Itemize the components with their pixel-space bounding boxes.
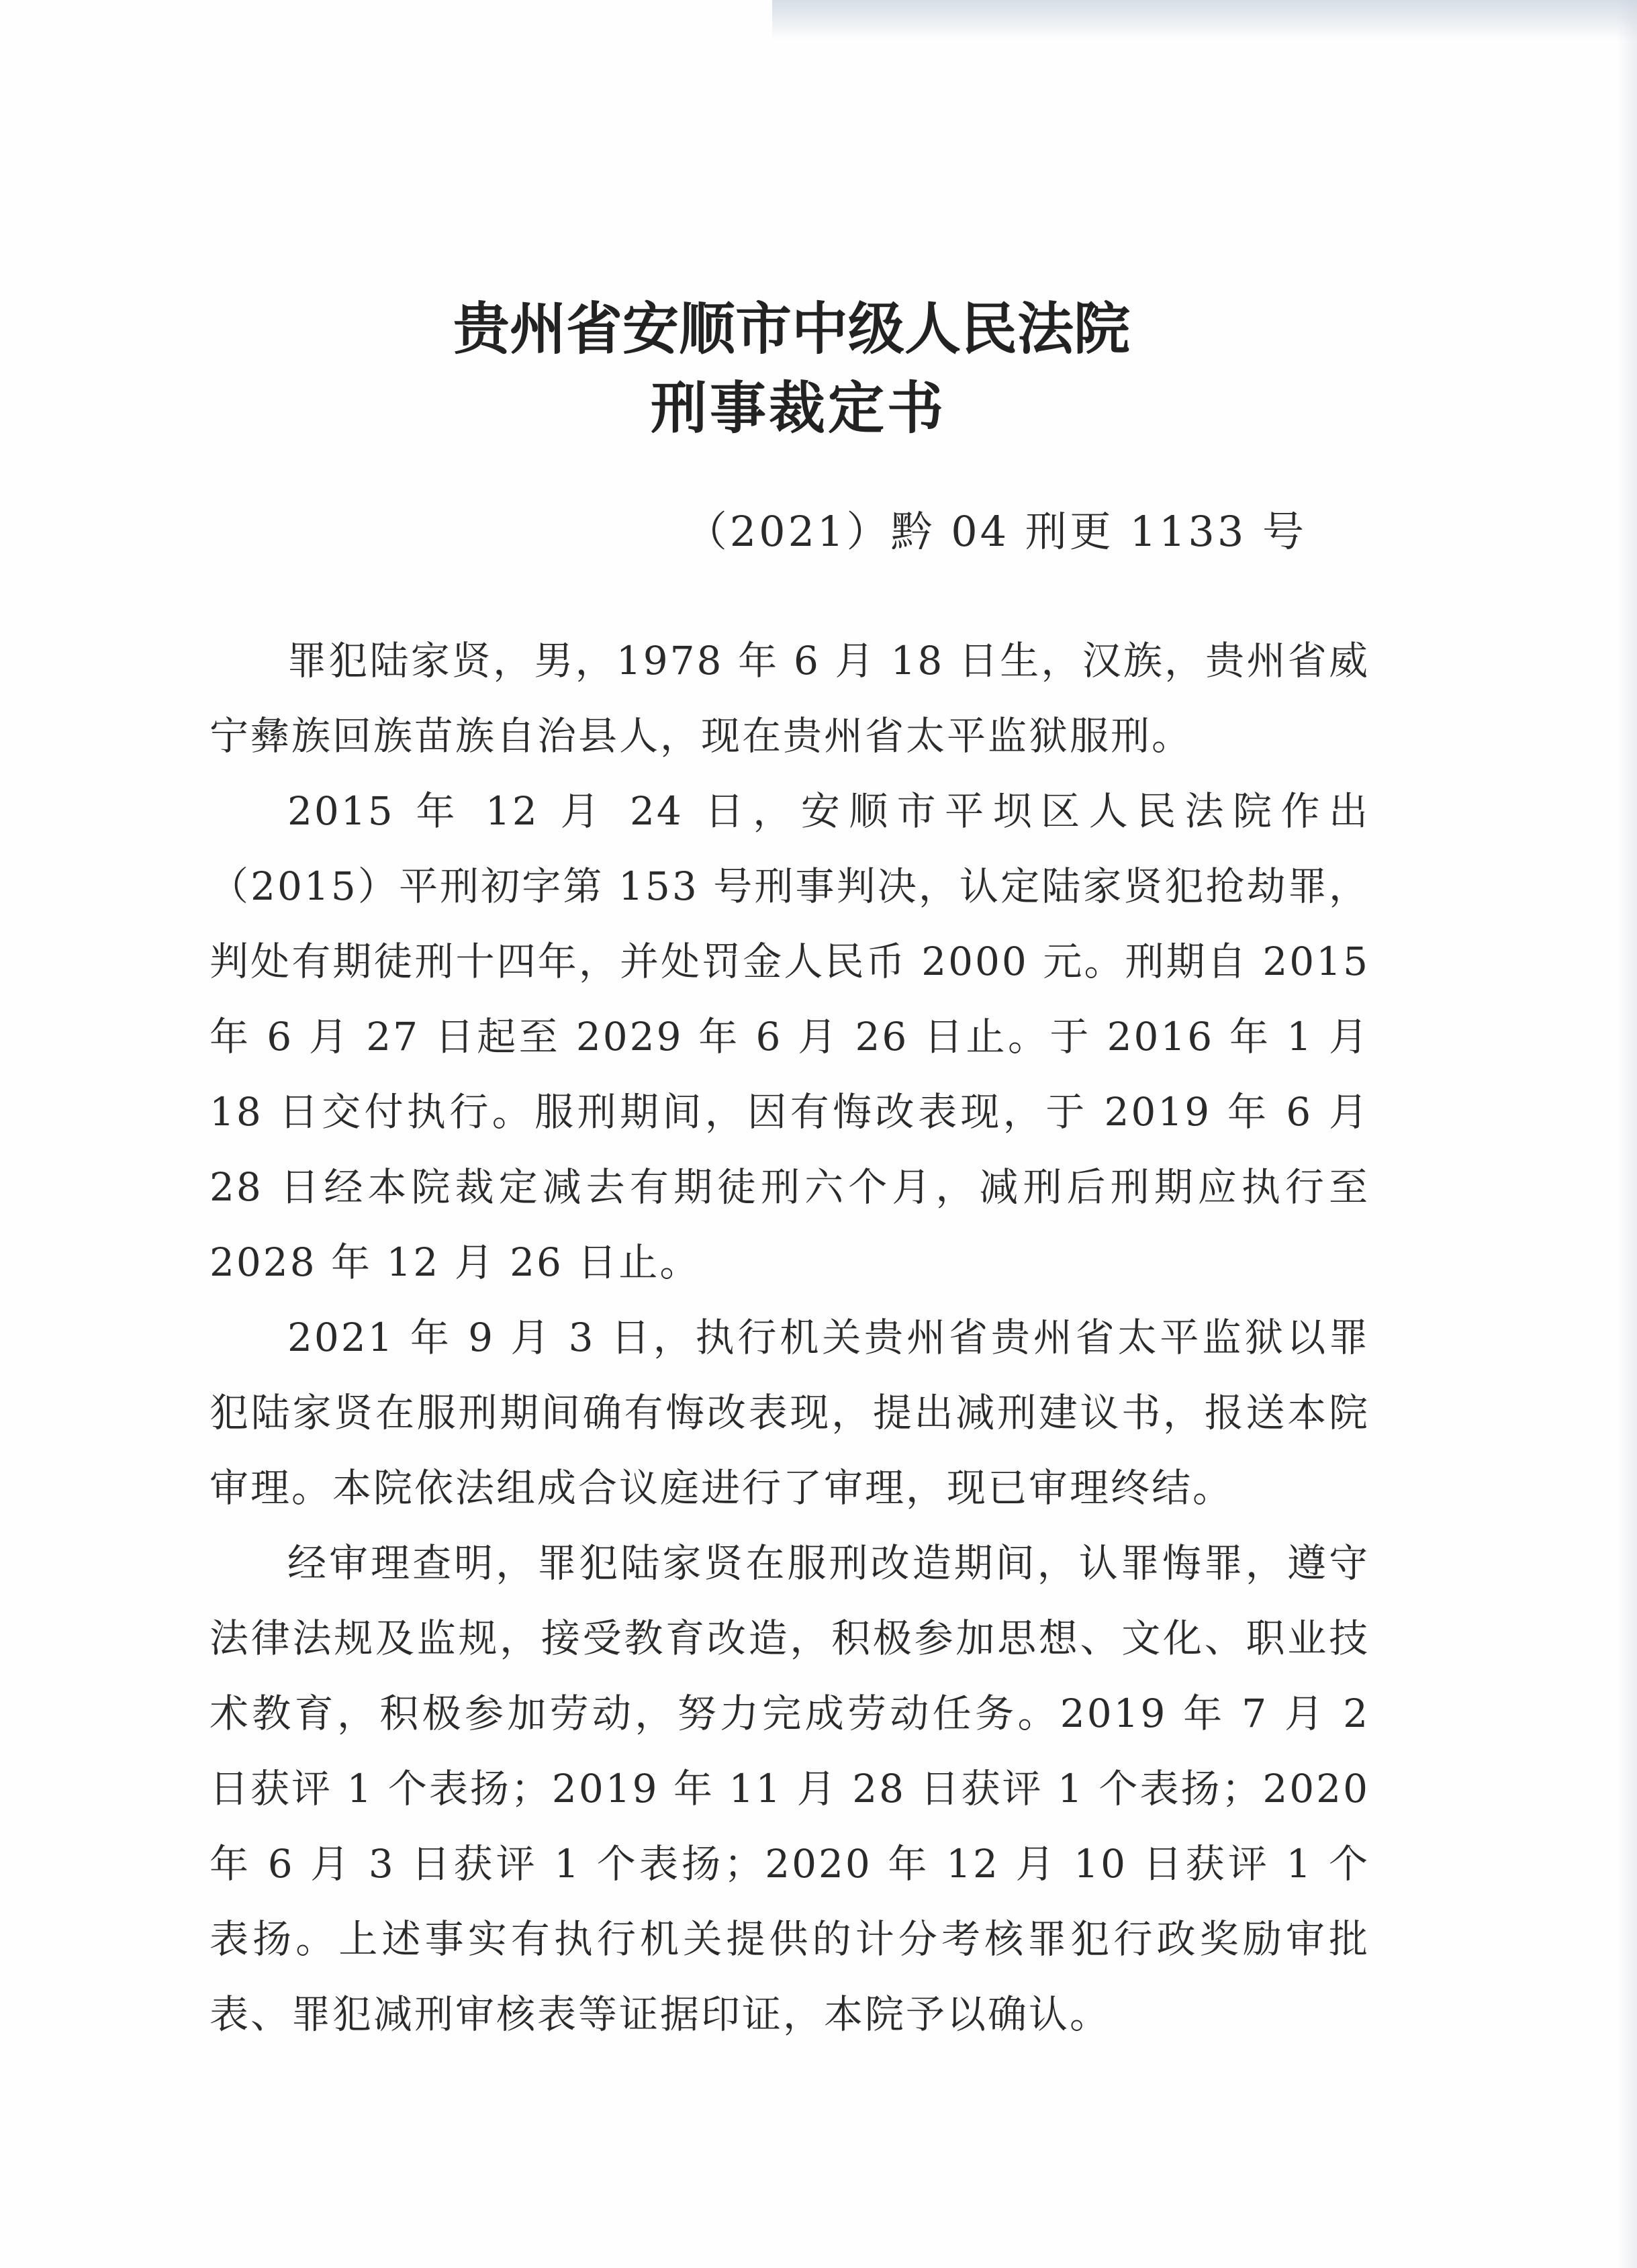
scan-shadow-top — [772, 0, 1637, 40]
court-name: 贵州省安顺市中级人民法院 — [453, 295, 1130, 362]
document-body — [209, 623, 1370, 2052]
case-number: （2021）黔 04 刑更 1133 号 — [685, 507, 1307, 556]
paragraph-original-judgment: 2015 年 12 月 24 日，安顺市平坝区人民法院作出（2015）平刑初字第 153 号刑事判决，认定陆家贤犯抢劫罪，判处有期徒刑十四年，并处罚金人民币 2000 元。刑期自 2015 年 6 月 27 日起至 2029 年 6 月 26 日止。于 2016 年 1 月 18 日交付执行。服刑期间，因有悔改表现，于 2019 年 6 月 28 日经本院裁定减去有期徒刑六个月，减刑后刑期应执行至 2028 年 12 月 26 日止。 — [209, 788, 1370, 1285]
paragraph-commutation-proposal: 2021 年 9 月 3 日，执行机关贵州省贵州省太平监狱以罪犯陆家贤在服刑期间确有悔改表现，提出减刑建议书，报送本院审理。本院依法组成合议庭进行了审理，现已审理终结。 — [209, 1315, 1370, 1511]
paragraph-criminal-info: 罪犯陆家贤，男，1978 年 6 月 18 日生，汉族，贵州省威宁彝族回族苗族自治县人，现在贵州省太平监狱服刑。 — [209, 638, 1370, 759]
paragraph-findings: 经审理查明，罪犯陆家贤在服刑改造期间，认罪悔罪，遵守法律法规及监规，接受教育改造，积极参加思想、文化、职业技术教育，积极参加劳动，努力完成劳动任务。2019 年 7 月 2 日获评 1 个表扬；2019 年 11 月 28 日获评 1 个表扬；2020 年 6 月 3 日获评 1 个表扬；2020 年 12 月 10 日获评 1 个表扬。上述事实有执行机关提供的计分考核罪犯行政奖励审批表、罪犯减刑审核表等证据印证，本院予以确认。 — [209, 1540, 1370, 2037]
document-type: 刑事裁定书 — [650, 375, 946, 441]
